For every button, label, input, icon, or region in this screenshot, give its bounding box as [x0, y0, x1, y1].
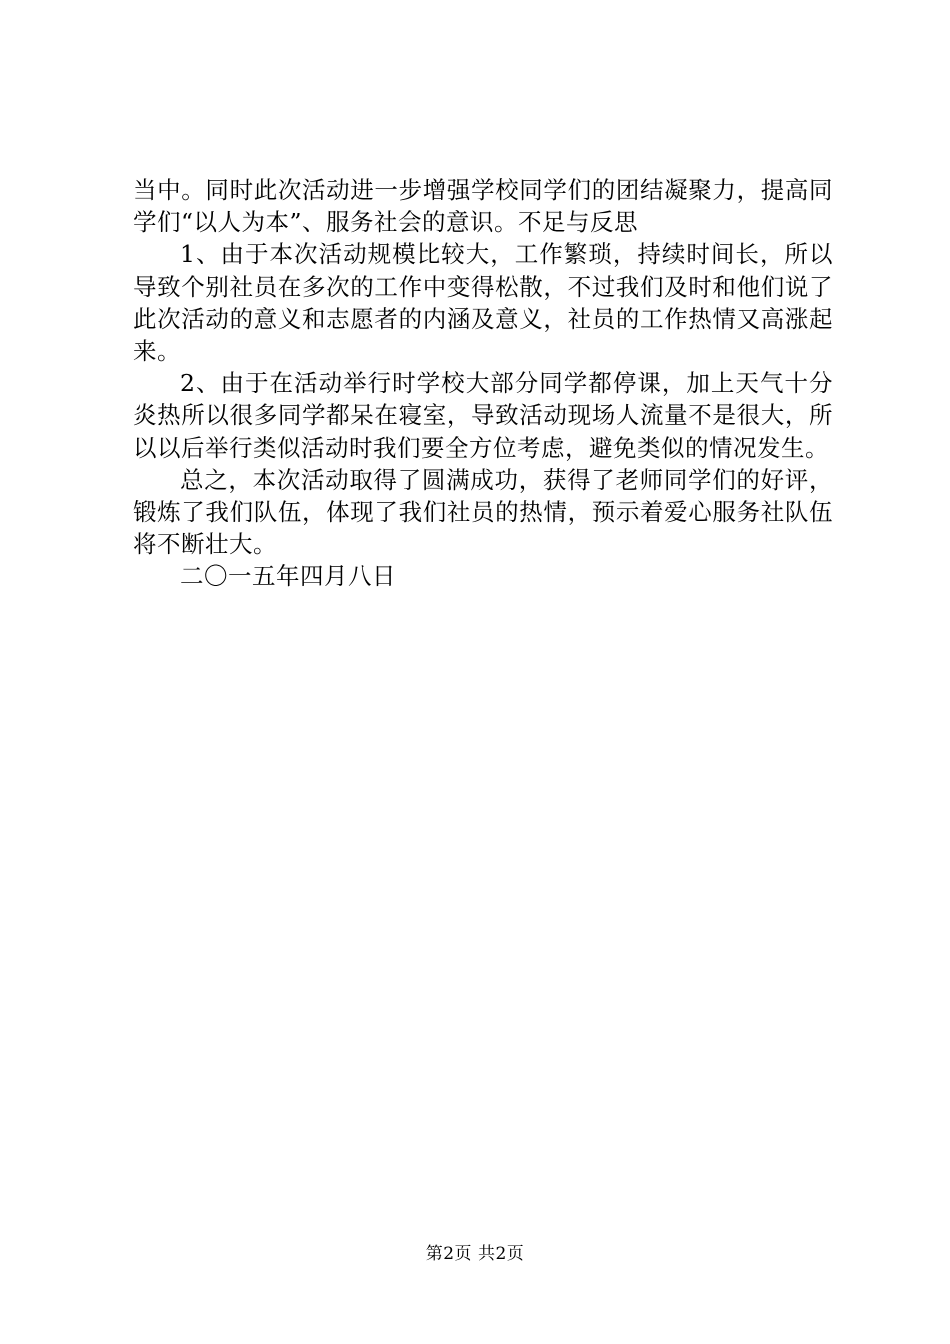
- page-number-footer: 第2页 共2页: [425, 1244, 525, 1264]
- paragraph-point-2: 2、由于在活动举行时学校大部分同学都停课，加上天气十分炎热所以很多同学都呆在寝室，导致活动现场人流量不是很大，所以以后举行类似活动时我们要全方位考虑，避免类似的情况发生。: [133, 369, 833, 462]
- paragraph-conclusion: 总之，本次活动取得了圆满成功，获得了老师同学们的好评，锻炼了我们队伍，体现了我们社员的热情，预示着爱心服务社队伍将不断壮大。: [133, 465, 833, 559]
- paragraph-continuation: 当中。同时此次活动进一步增强学校同学们的团结凝聚力，提高同学们“以人为本”、服务社会的意识。不足与反思: [133, 176, 833, 237]
- document-body: [133, 174, 833, 593]
- document-date: 二〇一五年四月八日: [180, 562, 396, 591]
- paragraph-point-1: 1、由于本次活动规模比较大，工作繁琐，持续时间长，所以导致个别社员在多次的工作中变得松散，不过我们及时和他们说了此次活动的意义和志愿者的内涵及意义，社员的工作热情又高涨起来。: [133, 240, 833, 366]
